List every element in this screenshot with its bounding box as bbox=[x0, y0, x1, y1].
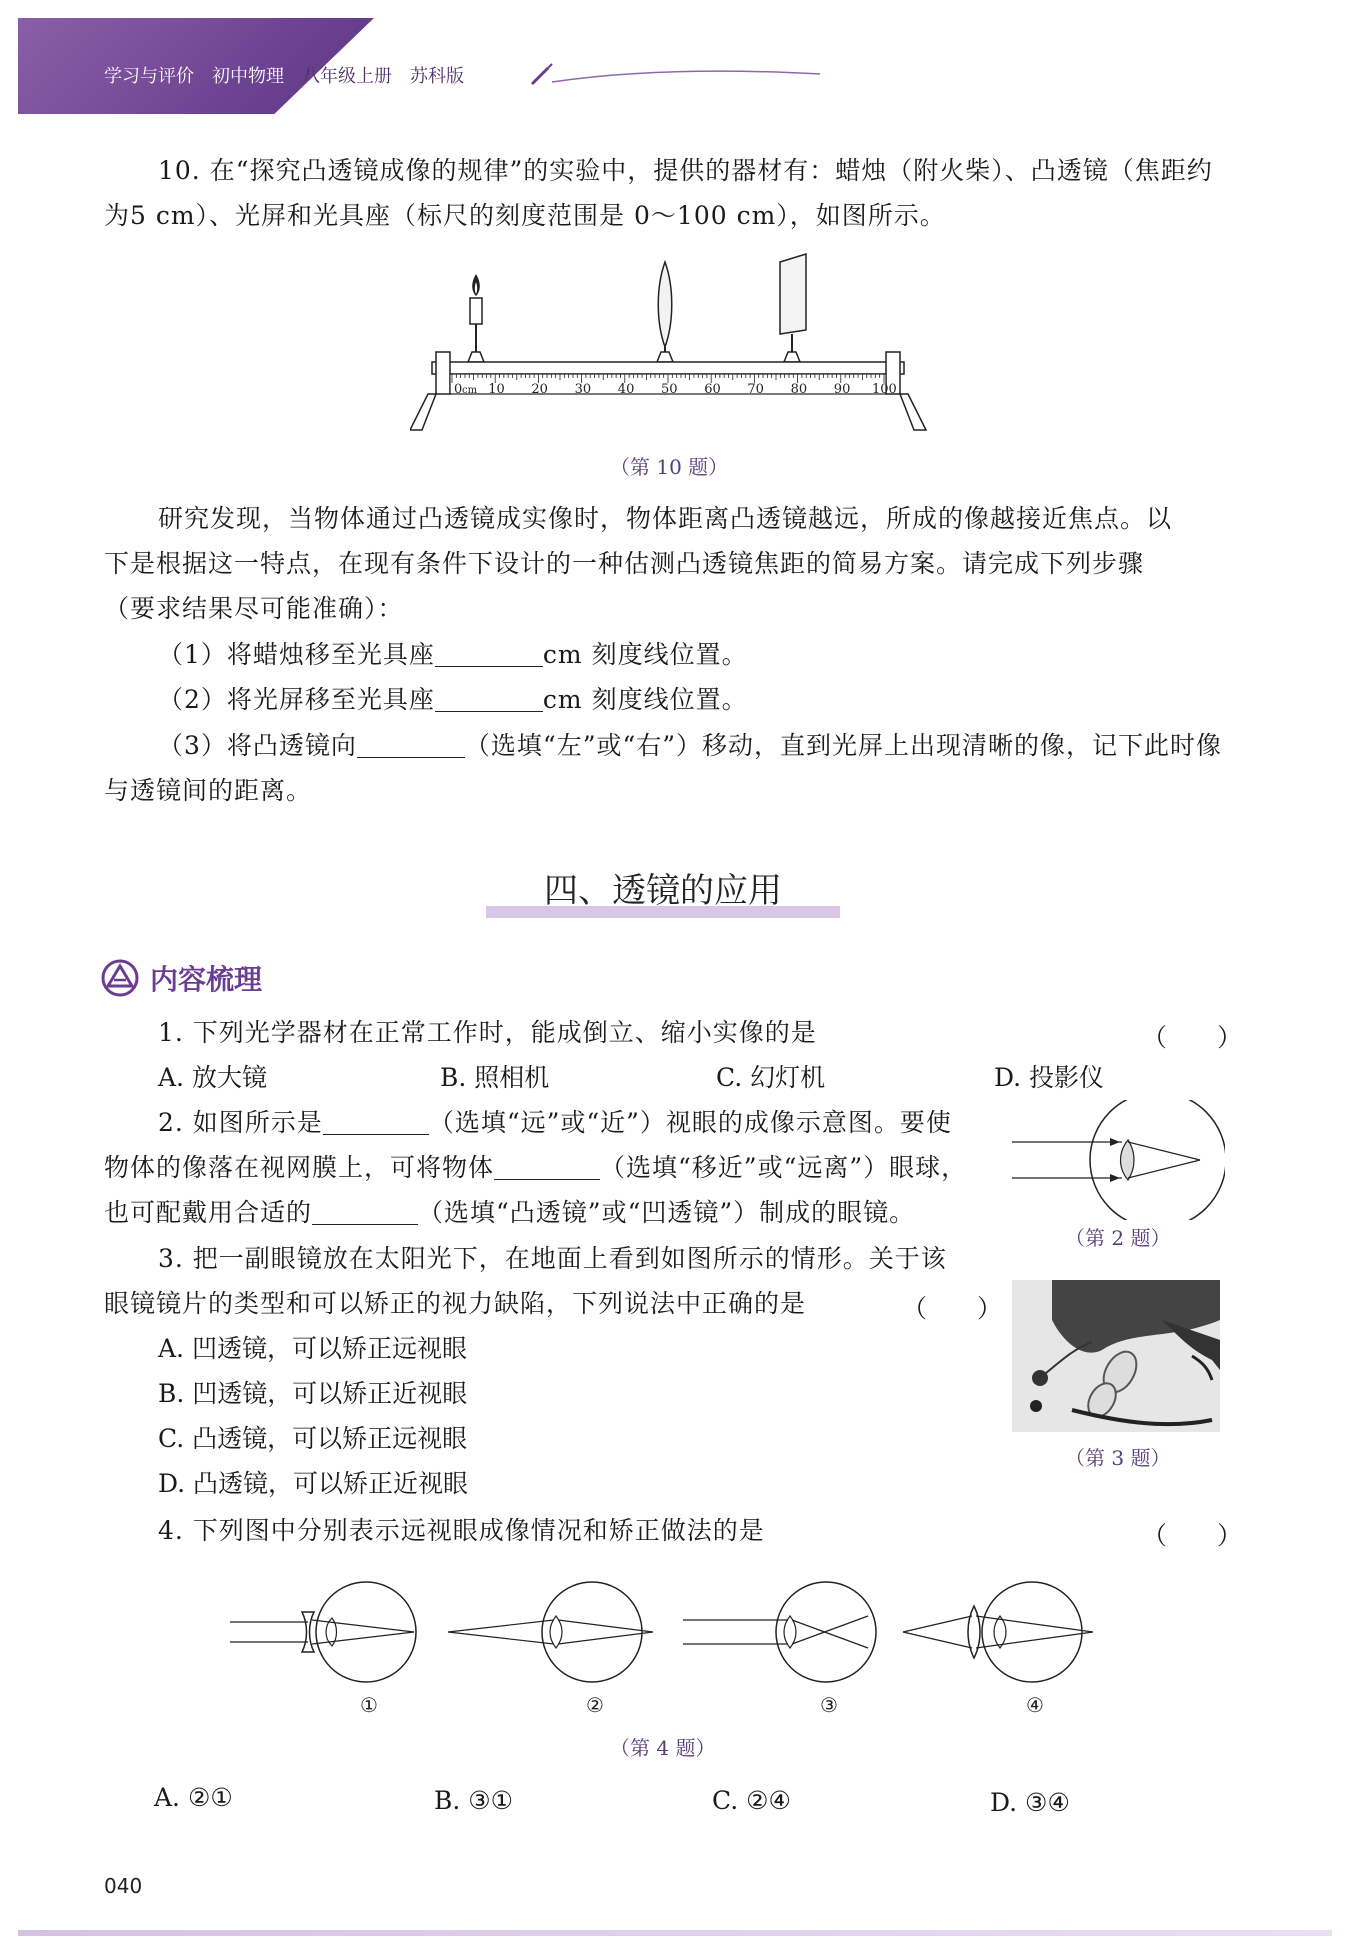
book-header bbox=[104, 60, 464, 90]
q4-option-d[interactable]: D. ③④ bbox=[990, 1788, 1070, 1817]
q10-stem-line2: 为5 cm）、光屏和光具座（标尺的刻度范围是 0～100 cm），如图所示。 bbox=[104, 201, 946, 230]
q2-blank1[interactable] bbox=[323, 1104, 429, 1135]
q4-caption: （第 4 题） bbox=[610, 1736, 716, 1760]
q1-option-d[interactable]: D. 投影仪 bbox=[994, 1063, 1105, 1092]
eye-diagrams-q4 bbox=[228, 1572, 1098, 1722]
pencil-icon bbox=[530, 62, 830, 92]
page-number: 040 bbox=[104, 1874, 143, 1898]
q2-blank3[interactable] bbox=[312, 1194, 418, 1225]
header-series: 学习与评价 bbox=[104, 66, 194, 87]
q4-answer-paren[interactable]: （ ） bbox=[1142, 1521, 1243, 1550]
ruler-label: 50 bbox=[661, 382, 678, 397]
lens-icon bbox=[657, 262, 673, 362]
q10-caption: （第 10 题） bbox=[610, 455, 729, 479]
candle-icon bbox=[468, 274, 484, 362]
q2-line2-text: 物体的像落在视网膜上，可将物体 bbox=[104, 1153, 495, 1182]
q10-step3-blank[interactable] bbox=[357, 727, 465, 758]
eye-diagram-q2 bbox=[1010, 1100, 1225, 1220]
q10-para-line1: 研究发现，当物体通过凸透镜成实像时，物体距离凸透镜越远，所成的像越接近焦点。以 bbox=[158, 504, 1173, 533]
q1-option-b[interactable]: B. 照相机 bbox=[440, 1063, 550, 1092]
q2-line3-text: 也可配戴用合适的 bbox=[104, 1198, 313, 1227]
q2-line2-suffix: （选填“移近”或“远离”）眼球， bbox=[600, 1153, 968, 1182]
q3-line2: 眼镜镜片的类型和可以矫正的视力缺陷，下列说法中正确的是 bbox=[104, 1289, 807, 1318]
section-title: 四、透镜的应用 bbox=[486, 868, 840, 918]
ruler-label: 100 bbox=[872, 382, 897, 397]
q10-step3 bbox=[158, 723, 1222, 768]
q2-line1-suffix: （选填“远”或“近”）视眼的成像示意图。要使 bbox=[428, 1108, 952, 1137]
ruler-label: cm bbox=[462, 385, 478, 396]
q10-step3-suffix: （选填“左”或“右”）移动，直到光屏上出现清晰的像，记下此时像 bbox=[464, 731, 1223, 760]
q2-caption: （第 2 题） bbox=[1065, 1226, 1171, 1250]
q2-line1 bbox=[158, 1100, 952, 1145]
q10-para-line3: （要求结果尽可能准确）： bbox=[104, 594, 404, 623]
ruler-label: 0 bbox=[454, 382, 463, 397]
footer-rule bbox=[18, 1930, 1332, 1936]
q10-step2-blank[interactable] bbox=[435, 681, 543, 712]
q10-step1-suffix: cm 刻度线位置。 bbox=[542, 640, 748, 669]
eye-diagram-4 bbox=[903, 1582, 1093, 1717]
eye-diagram-3 bbox=[683, 1582, 876, 1717]
header-grade: 八年级上册 bbox=[302, 66, 392, 87]
q3-option-d[interactable]: D. 凸透镜，可以矫正近视眼 bbox=[158, 1469, 469, 1498]
q2-line3-suffix: （选填“凸透镜”或“凹透镜”）制成的眼镜。 bbox=[418, 1198, 916, 1227]
q10-step1-blank[interactable] bbox=[435, 636, 543, 667]
q2-blank2[interactable] bbox=[494, 1149, 600, 1180]
ruler-label: 20 bbox=[531, 382, 548, 397]
eye-diagram-2 bbox=[448, 1582, 653, 1717]
q3-answer-paren[interactable]: （ ） bbox=[902, 1294, 1003, 1323]
q10-step1 bbox=[158, 632, 748, 677]
q4-stem: 4. 下列图中分别表示远视眼成像情况和矫正做法的是 bbox=[158, 1516, 765, 1545]
q4-label-3: ③ bbox=[820, 1693, 838, 1717]
q4-option-b[interactable]: B. ③① bbox=[434, 1786, 514, 1815]
q2-line3 bbox=[104, 1190, 915, 1235]
q1-answer-paren[interactable]: （ ） bbox=[1142, 1023, 1243, 1052]
ruler-label: 10 bbox=[488, 382, 505, 397]
q10-step2 bbox=[158, 677, 748, 722]
q3-caption: （第 3 题） bbox=[1065, 1446, 1171, 1470]
ruler-label: 60 bbox=[704, 382, 721, 397]
ruler-label: 80 bbox=[790, 382, 808, 397]
q3-option-a[interactable]: A. 凹透镜，可以矫正远视眼 bbox=[158, 1334, 467, 1363]
optical-bench bbox=[410, 352, 926, 430]
q4-label-4: ④ bbox=[1026, 1693, 1044, 1717]
optical-bench-figure bbox=[410, 252, 930, 437]
q10-para-line2: 下是根据这一特点，在现有条件下设计的一种估测凸透镜焦距的简易方案。请完成下列步骤 bbox=[104, 549, 1145, 578]
ruler-label: 70 bbox=[747, 382, 764, 397]
q4-label-2: ② bbox=[586, 1693, 604, 1717]
q4-option-c[interactable]: C. ②④ bbox=[712, 1786, 791, 1815]
q3-option-b[interactable]: B. 凹透镜，可以矫正近视眼 bbox=[158, 1379, 468, 1408]
q4-label-1: ① bbox=[360, 1693, 378, 1717]
q2-line1-text: 2. 如图所示是 bbox=[158, 1108, 323, 1137]
q1-stem: 1. 下列光学器材在正常工作时，能成倒立、缩小实像的是 bbox=[158, 1018, 817, 1047]
eye-diagram-1 bbox=[230, 1582, 416, 1717]
q4-option-a[interactable]: A. ②① bbox=[154, 1783, 233, 1812]
ruler-label: 90 bbox=[833, 382, 851, 397]
content-review-heading bbox=[100, 955, 262, 1001]
q10-step3-line2: 与透镜间的距离。 bbox=[104, 776, 313, 805]
q10-stem-line1: 10. 在“探究凸透镜成像的规律”的实验中，提供的器材有：蜡烛（附火柴）、凸透镜（焦距约 bbox=[158, 156, 1213, 185]
screen-icon bbox=[780, 254, 806, 362]
q10-step1-text: （1）将蜡烛移至光具座 bbox=[158, 640, 435, 669]
glasses-photo bbox=[1012, 1280, 1220, 1432]
q10-step2-text: （2）将光屏移至光具座 bbox=[158, 685, 435, 714]
q2-line2 bbox=[104, 1145, 967, 1190]
q3-line1: 3. 把一副眼镜放在太阳光下，在地面上看到如图所示的情形。关于该 bbox=[158, 1244, 947, 1273]
header-edition: 苏科版 bbox=[410, 66, 464, 87]
subhead-label: 内容梳理 bbox=[150, 963, 263, 996]
q10-step2-suffix: cm 刻度线位置。 bbox=[542, 685, 748, 714]
q10-step3-text: （3）将凸透镜向 bbox=[158, 731, 357, 760]
q1-option-c[interactable]: C. 幻灯机 bbox=[716, 1063, 826, 1092]
q3-option-c[interactable]: C. 凸透镜，可以矫正远视眼 bbox=[158, 1424, 468, 1453]
header-subject: 初中物理 bbox=[212, 66, 284, 87]
ruler-label: 40 bbox=[617, 382, 635, 397]
triangle-circle-icon bbox=[100, 958, 140, 998]
q1-option-a[interactable]: A. 放大镜 bbox=[158, 1063, 267, 1092]
ruler-label: 30 bbox=[574, 382, 592, 397]
